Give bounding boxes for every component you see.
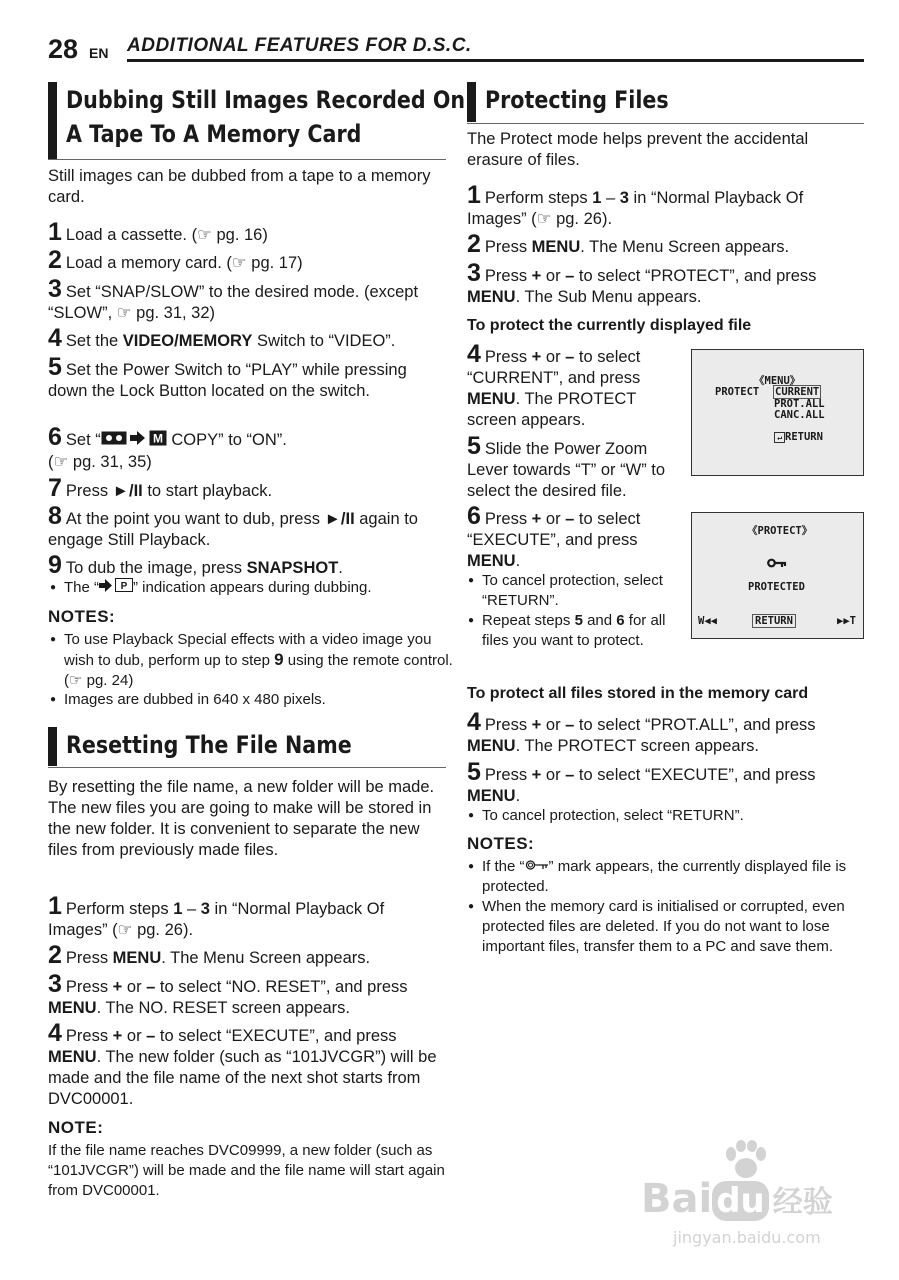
heading-bar [467, 82, 476, 122]
step-text: Set the Power Switch to “PLAY” while pressing down the Lock Button located on the switch. [48, 361, 407, 400]
page-ref: pg. 26). [556, 210, 613, 228]
step-text: – [182, 900, 201, 918]
protect-intro: The Protect mode helps prevent the accidental erasure of files. [467, 130, 809, 169]
play-pause-button-label: ►/II [324, 510, 355, 528]
snapshot-label: SNAPSHOT [246, 559, 339, 577]
menu-option-return[interactable] [774, 431, 823, 443]
step-text: . The Sub Menu appears. [515, 288, 702, 306]
pointing-hand-icon: ☞ [536, 210, 552, 228]
watermark-url: jingyan.baidu.com [673, 1228, 821, 1247]
step-text: or [122, 1027, 147, 1045]
step-number: 2 [467, 230, 481, 258]
tape-icon [101, 430, 127, 451]
step-number: 1 [467, 181, 481, 209]
protect-current-bullet-1: ● To cancel protection, select “RETURN”. [468, 571, 692, 611]
switch-name: VIDEO/MEMORY [122, 332, 253, 350]
step-text: Set “SNAP/SLOW” to the desired mode. (except “SLOW”, [48, 283, 419, 322]
option-label: CURRENT [775, 386, 820, 398]
dub-step-3 [48, 275, 446, 324]
dub-step-9 [48, 551, 446, 579]
bullet-text: Repeat steps [482, 612, 575, 629]
zoom-t-indicator [837, 615, 856, 627]
heading-rule [48, 159, 446, 160]
reset-step-1 [48, 892, 446, 941]
step-text: in “Normal Playback Of Images” ( [467, 189, 804, 228]
pointing-hand-icon: ☞ [69, 672, 83, 689]
note-text: ” mark appears, the currently displayed file is protected. [482, 858, 847, 896]
brand-cn: 经验 [772, 1185, 833, 1220]
heading-rule [467, 123, 864, 124]
protect-current-subhead: To protect the currently displayed file [467, 317, 752, 334]
menu-option-current[interactable] [773, 386, 821, 398]
dubbing-title-line1: Dubbing Still Images Recorded On [66, 86, 466, 114]
minus-label: – [565, 267, 575, 285]
step-text: To dub the image, press [65, 559, 247, 577]
pointing-hand-icon: ☞ [117, 921, 133, 939]
step-text: Slide the Power Zoom Lever towards “T” or “W” to select the desired file. [467, 440, 666, 500]
step-text: . The PROTECT screen appears. [515, 737, 759, 755]
step-text: Press [65, 1027, 113, 1045]
step-text: Press [65, 978, 113, 996]
page-ref: pg. 24) [86, 672, 134, 689]
step-number: 5 [48, 353, 62, 381]
minus-label: – [146, 978, 156, 996]
step-text: Press [484, 510, 532, 528]
reset-step-3 [48, 970, 446, 1019]
step-text: Press [484, 238, 532, 256]
key-icon [525, 857, 549, 877]
language-tag: EN [89, 45, 109, 61]
protect-current-step-4 [467, 340, 682, 431]
step-text: Press [484, 716, 532, 734]
svg-text:M: M [152, 431, 163, 446]
step-text: Set “ [65, 431, 101, 449]
dub-step-2 [48, 246, 446, 274]
menu-label: MENU [467, 787, 516, 805]
arrow-right-icon [99, 578, 113, 598]
protect-all-step-5 [467, 758, 864, 807]
step-text: – [601, 189, 620, 207]
menu-label: MENU [48, 1048, 97, 1066]
zoom-w-label: W [698, 615, 705, 627]
protect-step-3 [467, 259, 864, 308]
notes-label: NOTES: [48, 607, 116, 626]
bullet-text: and [582, 612, 617, 629]
minus-label: – [565, 716, 575, 734]
brand-part: Bai [641, 1176, 713, 1222]
step-text: Press [484, 766, 532, 784]
play-pause-button-label: ►/II [112, 482, 143, 500]
dub-step-9-bullet [50, 578, 460, 598]
protect-all-subhead: To protect all files stored in the memory card [467, 685, 809, 702]
menu-label: MENU [112, 949, 162, 967]
step-text: . The PROTECT screen appears. [467, 390, 637, 429]
reset-intro: By resetting the file name, a new folder will be made. The new files you are going to make will be stored in the new folder. It is convenient to separate the new files from previously made files. [48, 778, 435, 859]
step-text: . The Menu Screen appears. [580, 238, 790, 256]
brand-part: du [712, 1181, 769, 1221]
plus-label: + [531, 716, 542, 734]
protect-all-step-4 [467, 708, 864, 757]
arrow-right-icon [130, 430, 146, 451]
key-icon [767, 558, 787, 571]
plus-label: + [531, 766, 542, 784]
note-text: To use Playback Special effects with a video image you wish to dub, perform up to step [64, 631, 432, 669]
protect-current-step-5 [467, 432, 682, 502]
baidu-brand [641, 1176, 833, 1222]
step-ref: 3 [619, 189, 629, 207]
screen-title: 《MENU》 [754, 375, 801, 387]
reset-note: If the file name reaches DVC09999, a new folder (such as “101JVCGR”) will be made and the file name will start again from DVC00001. [48, 1142, 445, 1199]
bullet-text: ” indication appears during dubbing. [133, 579, 372, 596]
reset-title: Resetting The File Name [66, 731, 352, 759]
protect-all-bullet-1: ● To cancel protection, select “RETURN”. [468, 806, 878, 826]
option-label: RETURN [752, 614, 796, 628]
step-text: Perform steps [484, 189, 593, 207]
step-ref: 3 [200, 900, 210, 918]
menu-label: MENU [531, 238, 581, 256]
step-ref: 9 [274, 650, 284, 669]
heading-bar [48, 82, 57, 159]
step-text: At the point you want to dub, press [65, 510, 325, 528]
step-number: 5 [467, 432, 481, 460]
step-text: or [541, 348, 566, 366]
step-text: again to engage Still Playback. [48, 510, 418, 549]
screen-title: 《PROTECT》 [747, 525, 813, 537]
protect-screen [691, 512, 864, 639]
notes-label: NOTES: [467, 834, 535, 853]
step-text: Perform steps [65, 900, 174, 918]
protect-step-2 [467, 230, 864, 258]
step-text: Switch to “VIDEO”. [252, 332, 396, 350]
pointing-hand-icon: ☞ [53, 452, 69, 471]
step-text: . [338, 559, 343, 577]
dub-note-2: ● Images are dubbed in 640 x 480 pixels. [50, 690, 460, 710]
step-number: 8 [48, 502, 62, 530]
page-number: 28 [48, 34, 79, 64]
menu-label: MENU [467, 737, 516, 755]
step-number: 3 [48, 970, 62, 998]
dub-step-1 [48, 218, 446, 246]
menu-option-prot-all[interactable]: PROT.ALL [774, 398, 825, 410]
step-text: to select “PROT.ALL”, and press [574, 716, 816, 734]
page-ref: pg. 31, 35) [72, 452, 152, 471]
step-ref: 6 [616, 612, 625, 629]
protect-step-1 [467, 181, 864, 230]
zoom-w-indicator [698, 615, 717, 627]
menu-screen [691, 349, 864, 476]
minus-label: – [146, 1027, 156, 1045]
step-number: 2 [48, 941, 62, 969]
step-text: Load a memory card. ( [65, 254, 232, 272]
minus-label: – [565, 348, 575, 366]
step-text: . [515, 787, 521, 805]
step-number: 1 [48, 892, 62, 920]
dubbing-intro: Still images can be dubbed from a tape to a memory card. [48, 167, 431, 206]
step-text: Press [484, 348, 532, 366]
memory-card-icon [149, 430, 167, 452]
dub-step-4 [48, 324, 446, 352]
header-rule [127, 59, 864, 62]
page-ref: pg. 31, 32) [136, 304, 216, 322]
page-ref: pg. 16) [216, 226, 268, 244]
step-number: 4 [467, 340, 481, 368]
step-number: 1 [48, 218, 62, 246]
zoom-t-label: T [849, 615, 856, 627]
protected-status: PROTECTED [748, 581, 805, 593]
step-text: Press [484, 267, 532, 285]
dubbing-title-line2: A Tape To A Memory Card [66, 120, 362, 148]
step-text: . The Menu Screen appears. [161, 949, 371, 967]
step-text: to select “NO. RESET”, and press [155, 978, 408, 996]
note-label: NOTE: [48, 1118, 104, 1137]
step-text: Press [65, 482, 113, 500]
screen-label: PROTECT [715, 386, 760, 398]
minus-label: – [565, 766, 575, 784]
page-ref: pg. 26). [137, 921, 194, 939]
rewind-icon: ◀◀ [704, 615, 717, 627]
step-text: . [515, 552, 521, 570]
plus-label: + [112, 978, 123, 996]
dub-step-6 [48, 423, 446, 473]
heading-rule [48, 767, 446, 768]
step-number: 2 [48, 246, 62, 274]
step-number: 7 [48, 474, 62, 502]
pointing-hand-icon: ☞ [116, 304, 132, 322]
menu-label: MENU [48, 999, 97, 1017]
step-number: 5 [467, 758, 481, 786]
step-text: in “Normal Playback Of Images” ( [48, 900, 385, 939]
dub-step-7 [48, 474, 446, 502]
step-text: or [541, 766, 566, 784]
protect-note-2: ● When the memory card is initialised or corrupted, even protected files are deleted. If you do not want to lose important files, transfer them to a PC and save them. [468, 897, 878, 957]
step-text: Set the [65, 332, 123, 350]
section-title: ADDITIONAL FEATURES FOR D.S.C. [127, 35, 472, 56]
svg-text:P: P [120, 581, 128, 593]
protect-title: Protecting Files [485, 86, 669, 114]
step-text: Press [65, 949, 113, 967]
step-ref: 1 [592, 189, 602, 207]
step-text: COPY” to “ON”. [166, 431, 287, 449]
step-text: to start playback. [142, 482, 273, 500]
note-text: using the remote control. ( [64, 652, 453, 689]
return-option[interactable] [752, 614, 796, 628]
step-text: to select “EXECUTE”, and press [574, 766, 816, 784]
step-text: to select “CURRENT”, and press [467, 348, 641, 387]
bullet-text: for all files you want to protect. [482, 612, 666, 649]
reset-step-2 [48, 941, 446, 969]
note-text: If the “ [482, 858, 525, 875]
dub-step-8 [48, 502, 446, 551]
baidu-watermark [641, 1140, 841, 1250]
step-text: . The new folder (such as “101JVCGR”) will be made and the file name of the next shot starts from DVC00001. [48, 1048, 437, 1108]
menu-label: MENU [467, 552, 516, 570]
plus-label: + [531, 267, 542, 285]
step-text: or [541, 716, 566, 734]
dub-note-1 [50, 630, 460, 691]
protect-current-step-6 [467, 502, 682, 572]
step-number: 4 [48, 324, 62, 352]
step-text: or [541, 267, 566, 285]
step-ref: 5 [574, 612, 583, 629]
step-ref: 1 [173, 900, 183, 918]
minus-label: – [565, 510, 575, 528]
step-text: to select “EXECUTE”, and press [467, 510, 641, 549]
step-text: Load a cassette. ( [65, 226, 198, 244]
step-number: 4 [48, 1019, 62, 1047]
step-text: or [122, 978, 147, 996]
step-number: 3 [48, 275, 62, 303]
plus-label: + [531, 348, 542, 366]
pointing-hand-icon: ☞ [231, 254, 247, 272]
step-text: . The NO. RESET screen appears. [96, 999, 351, 1017]
plus-label: + [531, 510, 542, 528]
protect-current-bullet-2 [468, 611, 692, 651]
dub-step-5 [48, 353, 446, 402]
step-number: 6 [467, 502, 481, 530]
step-number: 4 [467, 708, 481, 736]
heading-bar [48, 727, 57, 766]
fast-forward-icon: ▶▶ [837, 615, 850, 627]
bullet-text: The “ [64, 579, 100, 596]
step-number: 9 [48, 551, 62, 579]
reset-step-4 [48, 1019, 446, 1110]
step-number: 6 [48, 423, 62, 451]
menu-option-canc-all[interactable]: CANC.ALL [774, 409, 825, 421]
return-icon: ↵ [774, 432, 785, 443]
menu-label: MENU [467, 390, 516, 408]
step-text: or [541, 510, 566, 528]
step-number: 3 [467, 259, 481, 287]
pointing-hand-icon: ☞ [197, 226, 212, 244]
protect-note-1 [468, 857, 878, 897]
step-text: to select “EXECUTE”, and press [155, 1027, 397, 1045]
ref-open: ( [48, 452, 54, 471]
page-ref: pg. 17) [251, 254, 303, 272]
option-label: RETURN [785, 431, 823, 443]
menu-label: MENU [467, 288, 516, 306]
plus-label: + [112, 1027, 123, 1045]
step-text: to select “PROTECT”, and press [574, 267, 817, 285]
picture-icon [115, 578, 133, 598]
